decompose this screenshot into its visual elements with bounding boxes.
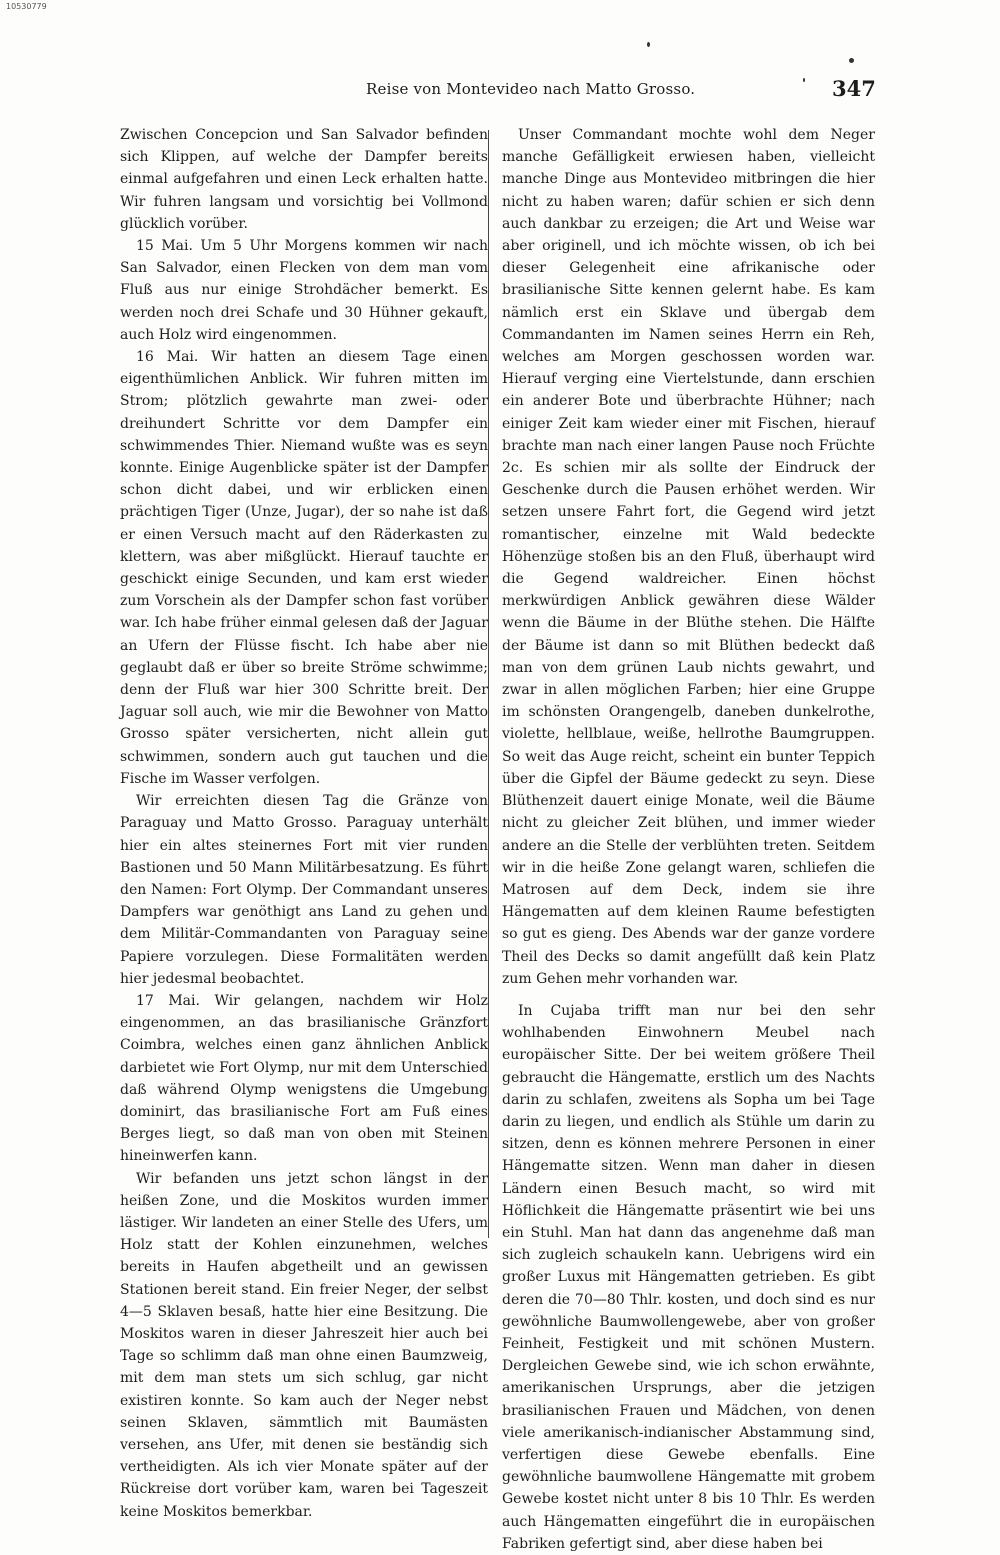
paragraph: Wir befanden uns jetzt schon längst in der heißen Zone, und die Moskitos wurden immer lästiger. Wir landeten an einer Stelle des Ufers, um Holz statt der Kohlen einzunehmen, welches bereits in Haufen abgetheilt und an gewissen Stationen bereit stand. Ein freier Neger, der selbst 4—5 Sklaven besaß, hatte hier eine Besitzung. Die Moskitos waren in dieser Jahreszeit hier auch bei Tage so schlimm daß man ohne einen Baumzweig, mit dem man stets um sich schlug, gar nicht existiren konnte. So kam auch der Neger nebst seinen Sklaven, sämmtlich mit Baumästen versehen, ans Ufer, mit denen sie beständig sich vertheidigten. Als ich vier Monate später auf der Rückreise dort vorüber kam, waren bei Tageszeit keine Moskitos bemerkbar. — [120, 1170, 488, 1520]
column-divider — [488, 130, 489, 1238]
right-text-column — [502, 124, 875, 1555]
running-title: Reise von Montevideo nach Matto Grosso. — [366, 80, 696, 98]
print-speck — [849, 58, 854, 63]
paragraph: Unser Commandant mochte wohl dem Neger manche Gefälligkeit erwiesen haben, vielleicht manche Dinge aus Montevideo mitbringen die hier nicht zu haben waren; dafür schien er sich denn auch dankbar zu erzeigen; die Art und Weise war aber originell, und ich möchte wissen, ob ich bei dieser Gelegenheit eine afrikanische oder brasilianische Sitte kennen gelernt habe. Es kam nämlich erst ein Sklave und übergab dem Commandanten im Namen seines Herrn ein Reh, welches am Morgen geschossen worden war. Hierauf verging eine Viertelstunde, dann erschien ein anderer Bote und überbrachte Hühner; nach einiger Zeit kam wieder einer mit Fischen, hierauf brachte man nach einer langen Pause noch Früchte 2c. Es schien mir als sollte der Eindruck der Geschenke durch die Pausen erhöhet werden. Wir setzen unsere Fahrt fort, die Gegend wird jetzt romantischer, einzelne mit Wald bedeckte Höhenzüge stoßen bis an den Fluß, überhaupt wird die Gegend waldreicher. Einen höchst merkwürdigen Anblick gewähren diese Wälder wenn die Bäume in der Blüthe stehen. Die Hälfte der Bäume ist dann so mit Blüthen bedeckt daß man von dem grünen Laub nichts gewahrt, und zwar in allen möglichen Farben; hier eine Gruppe im schönsten Orangengelb, daneben dunkelrothe, violette, hellblaue, weiße, hellrothe Baumgruppen. So weit das Auge reicht, scheint ein bunter Teppich über die Gipfel der Bäume gedeckt zu seyn. Diese Blüthenzeit dauert einige Monate, weil die Bäume nicht zu gleicher Zeit blühen, und immer wieder andere an die Stelle der verblühten treten. Seitdem wir in die heiße Zone gelangt waren, schliefen die Matrosen auf dem Deck, indem sie ihre Hängematten auf dem kleinen Raume befestigten so gut es gieng. Des Abends war der ganze vordere Theil des Decks so damit angefüllt daß kein Platz zum Gehen mehr vorhanden war. — [502, 127, 875, 987]
page-number: 347 — [832, 76, 876, 101]
scan-id-label: 10530779 — [6, 2, 47, 11]
left-text-column — [120, 124, 488, 1523]
print-speck — [647, 42, 650, 47]
paragraph: In Cujaba trifft man nur bei den sehr wohlhabenden Einwohnern Meubel nach europäischer Sitte. Der bei weitem größere Theil gebraucht die Hängematte, erstlich um des Nachts darin zu schlafen, zweitens als Sopha um bei Tage darin zu liegen, und endlich als Stühle um darin zu sitzen, denn es können mehrere Personen in einer Hängematte sitzen. Wenn man daher in diesen Ländern einen Besuch macht, so wird mit Höflichkeit die Hängematte präsentirt wie bei uns ein Stuhl. Man hat dann das angenehme daß man sich zugleich schaukeln kann. Uebrigens wird ein großer Luxus mit Hängematten getrieben. Es gibt deren die 70—80 Thlr. kosten, und doch sind es nur gewöhnliche Baumwollengewebe, aber von großer Feinheit, Festigkeit und mit schönen Mustern. Dergleichen Gewebe sind, wie ich schon erwähnte, amerikanischen Ursprungs, aber die jetzigen brasilianischen Frauen und Mädchen, von denen viele amerikanisch-indianischer Abstammung sind, verfertigen diese Gewebe ebenfalls. Eine gewöhnliche baumwollene Hängematte mit grobem Gewebe kostet nicht unter 8 bis 10 Thlr. Es werden auch Hängematten eingeführt die in europäischen Fabriken gefertigt sind, aber diese haben bei — [502, 1002, 875, 1552]
paragraph: 15 Mai. Um 5 Uhr Morgens kommen wir nach San Salvador, einen Flecken von dem man vom Fluß aus nur einige Strohdächer bemerkt. Es werden noch drei Schafe und 30 Hühner gekauft, auch Holz wird eingenommen. — [120, 238, 488, 343]
paragraph: Wir erreichten diesen Tag die Gränze von Paraguay und Matto Grosso. Paraguay unterhält hier ein altes steinernes Fort mit vier runden Bastionen und 50 Mann Militärbesatzung. Es führt den Namen: Fort Olymp. Der Commandant unseres Dampfers war genöthigt ans Land zu gehen und dem Militär-Commandanten von Paraguay seine Papiere vorzulegen. Diese Formalitäten werden hier jedesmal beobachtet. — [120, 793, 488, 987]
paragraph: 17 Mai. Wir gelangen, nachdem wir Holz eingenommen, an das brasilianische Gränzfort Coimbra, welches einen ganz ähnlichen Anblick darbietet wie Fort Olymp, nur mit dem Unterschied daß während Olymp wenigstens die Umgebung dominirt, das brasilianische Fort am Fuß eines Berges liegt, so daß man von oben mit Steinen hineinwerfen kann. — [120, 992, 488, 1165]
paragraph: 16 Mai. Wir hatten an diesem Tage einen eigenthümlichen Anblick. Wir fuhren mitten im Strom; plötzlich gewahrte man zwei- oder dreihundert Schritte vor dem Dampfer ein schwimmendes Thier. Niemand wußte was es seyn konnte. Einige Augenblicke später ist der Dampfer schon dicht dabei, und wir erblicken einen prächtigen Tiger (Unze, Jugar), der so nahe ist daß er einen Versuch macht auf den Räderkasten zu klettern, was aber mißglückt. Hierauf tauchte er geschickt einige Secunden, und kam erst wieder zum Vorschein als der Dampfer schon fast vorüber war. Ich habe früher einmal gelesen daß der Jaguar an Ufern der Flüsse fischt. Ich habe aber nie geglaubt daß er über so breite Ströme schwimme; denn der Fluß war hier 300 Schritte breit. Der Jaguar soll auch, wie mir die Bewohner von Matto Grosso später versicherten, nicht allein gut schwimmen, sondern auch gut tauchen und die Fische im Wasser verfolgen. — [120, 349, 488, 787]
paragraph: Zwischen Concepcion und San Salvador befinden sich Klippen, auf welche der Dampfer bereits einmal aufgefahren und einen Leck erhalten hatte. Wir fuhren langsam und vorsichtig bei Vollmond glücklich vorüber. — [120, 127, 488, 232]
print-speck — [803, 78, 805, 82]
